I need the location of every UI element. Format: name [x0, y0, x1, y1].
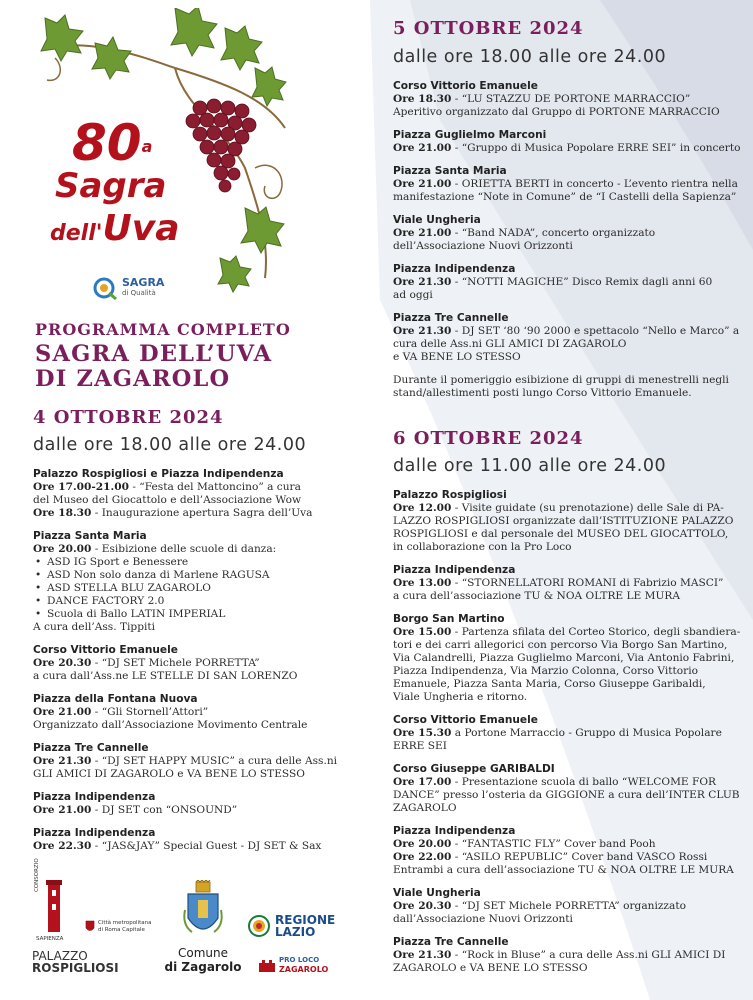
- event-time: Ore 20.00: [33, 543, 92, 555]
- event-line: [393, 515, 743, 528]
- event-text: ROSPIGLIOSI e dal personale del MUSEO DEL GIOCATTOLO,: [393, 528, 729, 540]
- venue-name: Corso Vittorio Emanuele: [33, 644, 178, 656]
- event-time: Ore 21.00: [33, 706, 92, 718]
- day4-hours: dalle ore 18.00 alle ore 24.00: [33, 435, 307, 455]
- comune-zagarolo-logo: Comune di Zagarolo: [158, 880, 248, 974]
- dance-school-list: [33, 556, 363, 621]
- event-line: A cura dell’Ass. Tippiti: [33, 621, 156, 633]
- event-text: e VA BENE LO STESSO: [393, 351, 521, 363]
- event-text: DANCE” presso l’osteria da GIGGIONE a cura dell’INTER CLUB: [393, 789, 740, 801]
- venue-name: Piazza Santa Maria: [393, 165, 507, 177]
- list-item: • ASD IG Sport e Benessere: [33, 556, 363, 569]
- venue-name: Corso Vittorio Emanuele: [393, 714, 538, 726]
- event-text: - “LU STAZZU DE PORTONE MARRACCIO”: [451, 93, 691, 105]
- event-text: - “Band NADA”, concerto organizzato: [451, 227, 656, 239]
- event-line: [33, 719, 363, 732]
- event-time: Ore 15.00: [393, 626, 452, 638]
- event-text: - Esibizione delle scuole di danza:: [91, 543, 277, 555]
- event-line: [393, 240, 743, 253]
- pro-loco-castle-icon: [258, 957, 276, 973]
- event-line: [393, 789, 743, 802]
- programme-line2: SAGRA DELL’UVA: [35, 341, 273, 367]
- event-block: [33, 827, 363, 853]
- event-time: Ore 18.30: [33, 507, 92, 519]
- day6-title: 6 OTTOBRE 2024: [393, 428, 584, 449]
- programme-line1: PROGRAMMA COMPLETO: [35, 320, 291, 339]
- event-time: Ore 21.30: [393, 276, 452, 288]
- zagarolo-crest-icon: [182, 880, 224, 942]
- event-line: [33, 507, 363, 520]
- list-item: • Scuola di Ballo LATIN IMPERIAL: [33, 608, 363, 621]
- event-line: [393, 178, 743, 191]
- event-line: [33, 840, 363, 853]
- event-text: ZAGAROLO: [393, 802, 457, 814]
- venue-name: Piazza Indipendenza: [393, 263, 516, 275]
- venue-name: Piazza Guglielmo Marconi: [393, 129, 547, 141]
- regione-lazio-icon: [248, 915, 270, 937]
- event-block: [393, 613, 743, 704]
- citta-metropolitana-logo: Città metropolitana di Roma Capitale: [85, 920, 152, 934]
- event-text: ZAGAROLO e VA BENE LO STESSO: [393, 962, 588, 974]
- note-line: stand/allestimenti posti lungo Corso Vittorio Emanuele.: [393, 387, 692, 399]
- event-text: - “NOTTI MAGICHE” Disco Remix dagli anni 60: [451, 276, 713, 288]
- coat-of-arms-icon: [85, 920, 95, 934]
- event-text: a cura dell’associazione TU & NOA OLTRE LE MURA: [393, 590, 681, 602]
- day6-events: [393, 489, 743, 975]
- day6-hours: dalle ore 11.00 alle ore 24.00: [393, 456, 667, 476]
- event-text: tori e dei carri allegorici con percorso Via Borgo San Martino,: [393, 639, 728, 651]
- event-time: Ore 20.00: [393, 838, 452, 850]
- event-text: del Museo del Giocattolo e dell’Associazione Wow: [33, 494, 302, 506]
- event-time: Ore 20.30: [33, 657, 92, 669]
- event-line: [393, 93, 743, 106]
- event-text: - Presentazione scuola di ballo “WELCOME FOR: [451, 776, 717, 788]
- venue-name: Viale Ungheria: [393, 887, 481, 899]
- event-line: [393, 913, 743, 926]
- event-time: Ore 21.30: [33, 755, 92, 767]
- tower-icon: [44, 878, 64, 934]
- event-text: - “STORNELLATORI ROMANI di Fabrizio MASCI”: [451, 577, 724, 589]
- venue-name: Viale Ungheria: [393, 214, 481, 226]
- venue-name: Piazza Tre Cannelle: [393, 936, 509, 948]
- event-time: Ore 21.30: [393, 949, 452, 961]
- sagra-di-qualita-badge: SAGRA di Qualità: [92, 276, 164, 300]
- event-block: [33, 791, 363, 817]
- event-text: cura delle Ass.ni GLI AMICI DI ZAGAROLO: [393, 338, 627, 350]
- event-text: dell’Associazione Nuovi Orizzonti: [393, 240, 573, 252]
- event-line: [393, 577, 743, 590]
- event-text: ad oggi: [393, 289, 433, 301]
- event-line: [393, 528, 743, 541]
- day5-events: [393, 80, 743, 364]
- event-line: [393, 691, 743, 704]
- event-text: - “FANTASTIC FLY” Cover band Pooh: [451, 838, 656, 850]
- consorzio-sapienza-logo: CONSORZIO SAPIENZA: [34, 858, 64, 942]
- list-item: • DANCE FACTORY 2.0: [33, 595, 363, 608]
- event-text: - “Gruppo di Musica Popolare ERRE SEI” in concerto: [451, 142, 741, 154]
- event-text: Via Calandrelli, Piazza Guglielmo Marconi, Via Antonio Fabrini,: [393, 652, 735, 664]
- event-line: [393, 864, 743, 877]
- event-block: [393, 312, 743, 364]
- event-time: Ore 17.00: [393, 776, 452, 788]
- logo-dell-uva: dell'Uva: [50, 208, 180, 249]
- event-time: Ore 20.30: [393, 900, 452, 912]
- event-time: Ore 21.00: [393, 178, 452, 190]
- palazzo-rospigliosi-logo: PALAZZO ROSPIGLIOSI: [32, 949, 119, 975]
- day5-section: [393, 18, 743, 400]
- grape-vine-illustration: [25, 8, 300, 300]
- day4-events: [33, 468, 363, 853]
- event-block: [393, 887, 743, 926]
- event-text: in collaborazione con la Pro Loco: [393, 541, 572, 553]
- event-text: - Inaugurazione apertura Sagra dell’Uva: [91, 507, 313, 519]
- event-time: Ore 22.00: [393, 851, 452, 863]
- event-line: [393, 626, 743, 639]
- event-block: [393, 489, 743, 554]
- day4-section: [33, 407, 363, 863]
- programme-heading: [35, 320, 355, 392]
- event-line: [33, 657, 363, 670]
- event-block: [393, 80, 743, 119]
- venue-name: Piazza Tre Cannelle: [33, 742, 149, 754]
- event-block: [393, 263, 743, 302]
- event-block: [393, 214, 743, 253]
- event-line: [393, 665, 743, 678]
- event-line: [393, 142, 743, 155]
- event-text: - “DJ SET Michele PORRETTA” organizzato: [451, 900, 686, 912]
- event-block: [393, 165, 743, 204]
- event-block: [33, 530, 363, 634]
- event-text: Aperitivo organizzato dal Gruppo di PORTONE MARRACCIO: [393, 106, 720, 118]
- event-block: [33, 644, 363, 683]
- event-text: Emanuele, Piazza Santa Maria, Corso Giuseppe Garibaldi,: [393, 678, 706, 690]
- venue-name: Piazza Indipendenza: [393, 564, 516, 576]
- event-time: Ore 17.00-21.00: [33, 481, 129, 493]
- event-text: GLI AMICI DI ZAGAROLO e VA BENE LO STESSO: [33, 768, 305, 780]
- day5-title: 5 OTTOBRE 2024: [393, 18, 584, 39]
- event-line: [393, 106, 743, 119]
- event-time: Ore 21.00: [393, 227, 452, 239]
- event-time: Ore 21.00: [33, 804, 92, 816]
- event-text: Viale Ungheria e ritorno.: [393, 691, 528, 703]
- event-text: ERRE SEI: [393, 740, 447, 752]
- event-line: [393, 325, 743, 338]
- event-text: Organizzato dall’Associazione Movimento Centrale: [33, 719, 308, 731]
- day5-note: [393, 374, 743, 400]
- event-line: [393, 678, 743, 691]
- event-line: [393, 227, 743, 240]
- venue-name: Piazza della Fontana Nuova: [33, 693, 198, 705]
- venue-name: Piazza Tre Cannelle: [393, 312, 509, 324]
- event-text: - ORIETTA BERTI in concerto - L’evento rientra nella: [451, 178, 738, 190]
- event-line: [393, 191, 743, 204]
- note-line: Durante il pomeriggio esibizione di gruppi di menestrelli negli: [393, 374, 729, 386]
- event-block: [393, 825, 743, 877]
- event-text: - “ASILO REPUBLIC” Cover band VASCO Rossi: [451, 851, 708, 863]
- venue-name: Piazza Indipendenza: [33, 791, 156, 803]
- event-text: - DJ SET con “ONSOUND”: [91, 804, 238, 816]
- event-time: Ore 21.30: [393, 325, 452, 337]
- event-line: [393, 276, 743, 289]
- event-block: [393, 936, 743, 975]
- day4-title: 4 OTTOBRE 2024: [33, 407, 224, 428]
- event-line: [33, 543, 363, 556]
- programme-line3: DI ZAGAROLO: [35, 366, 231, 392]
- venue-name: Borgo San Martino: [393, 613, 505, 625]
- event-line: [393, 949, 743, 962]
- event-line: [393, 776, 743, 789]
- event-text: a cura dall’Ass.ne LE STELLE DI SAN LORENZO: [33, 670, 298, 682]
- event-line: [33, 494, 363, 507]
- event-line: [33, 768, 363, 781]
- regione-lazio-logo: REGIONE LAZIO: [248, 914, 335, 938]
- event-text: - Partenza sfilata del Corteo Storico, degli sbandiera-: [451, 626, 741, 638]
- event-text: dall’Associazione Nuovi Orizzonti: [393, 913, 573, 925]
- event-line: [33, 481, 363, 494]
- event-text: - “JAS&JAY” Special Guest - DJ SET & Sax: [91, 840, 322, 852]
- event-time: Ore 12.00: [393, 502, 452, 514]
- event-text: - “Festa del Mattoncino” a cura: [128, 481, 301, 493]
- event-line: [33, 755, 363, 768]
- venue-name: Corso Giuseppe GARIBALDI: [393, 763, 555, 775]
- event-time: Ore 13.00: [393, 577, 452, 589]
- event-line: [393, 900, 743, 913]
- logo-sagra: Sagra: [55, 166, 167, 206]
- event-line: [33, 804, 363, 817]
- event-time: Ore 22.30: [33, 840, 92, 852]
- venue-name: Palazzo Rospigliosi e Piazza Indipendenza: [33, 468, 284, 480]
- event-text: - “DJ SET Michele PORRETTA”: [91, 657, 260, 669]
- quality-q-icon: [92, 276, 118, 300]
- event-line: [393, 838, 743, 851]
- event-text: - “Gli Stornell’Attori”: [91, 706, 209, 718]
- event-text: - Visite guidate (su prenotazione) delle Sale di PA-: [451, 502, 724, 514]
- event-line: [393, 851, 743, 864]
- list-item: • ASD Non solo danza di Marlene RAGUSA: [33, 569, 363, 582]
- event-line: [33, 706, 363, 719]
- event-line: [393, 338, 743, 351]
- event-line: [393, 962, 743, 975]
- event-time: Ore 18.30: [393, 93, 452, 105]
- event-block: [393, 129, 743, 155]
- venue-name: Piazza Indipendenza: [393, 825, 516, 837]
- event-line: [393, 541, 743, 554]
- event-text: Piazza Indipendenza, Via Marzio Colonna, Corso Vittorio: [393, 665, 698, 677]
- event-line: [393, 590, 743, 603]
- event-line: [393, 652, 743, 665]
- event-block: [33, 693, 363, 732]
- event-line: [33, 670, 363, 683]
- event-text: a Portone Marraccio - Gruppo di Musica Popolare: [451, 727, 722, 739]
- event-line: [393, 740, 743, 753]
- event-text: - DJ SET ‘80 ‘90 2000 e spettacolo “Nello e Marco” a: [451, 325, 740, 337]
- event-block: [33, 468, 363, 520]
- event-text: - “Rock in Bluse” a cura delle Ass.ni GLI AMICI DI: [451, 949, 726, 961]
- sponsor-logos: [20, 858, 380, 990]
- pro-loco-logo: PRO LOCO ZAGAROLO: [258, 956, 328, 974]
- venue-name: Corso Vittorio Emanuele: [393, 80, 538, 92]
- event-line: [393, 802, 743, 815]
- event-block: [393, 763, 743, 815]
- event-line: [393, 639, 743, 652]
- logo-number: 80$^a$: [72, 114, 153, 172]
- day6-section: [393, 428, 743, 985]
- event-text: manifestazione “Note in Comune” de “I Castelli della Sapienza”: [393, 191, 737, 203]
- venue-name: Piazza Indipendenza: [33, 827, 156, 839]
- event-line: [393, 289, 743, 302]
- event-block: [393, 564, 743, 603]
- event-time: Ore 21.00: [393, 142, 452, 154]
- day5-hours: dalle ore 18.00 alle ore 24.00: [393, 47, 667, 67]
- event-block: [33, 742, 363, 781]
- event-line: [393, 727, 743, 740]
- event-text: LAZZO ROSPIGLIOSI organizzate dall’ISTITUZIONE PALAZZO: [393, 515, 734, 527]
- event-text: Entrambi a cura dell’associazione TU & NOA OLTRE LE MURA: [393, 864, 734, 876]
- list-item: • ASD STELLA BLU ZAGAROLO: [33, 582, 363, 595]
- event-line: [393, 502, 743, 515]
- venue-name: Piazza Santa Maria: [33, 530, 147, 542]
- venue-name: Palazzo Rospigliosi: [393, 489, 507, 501]
- event-line: [393, 351, 743, 364]
- event-text: - “DJ SET HAPPY MUSIC” a cura delle Ass.ni: [91, 755, 338, 767]
- event-block: [393, 714, 743, 753]
- event-time: Ore 15.30: [393, 727, 452, 739]
